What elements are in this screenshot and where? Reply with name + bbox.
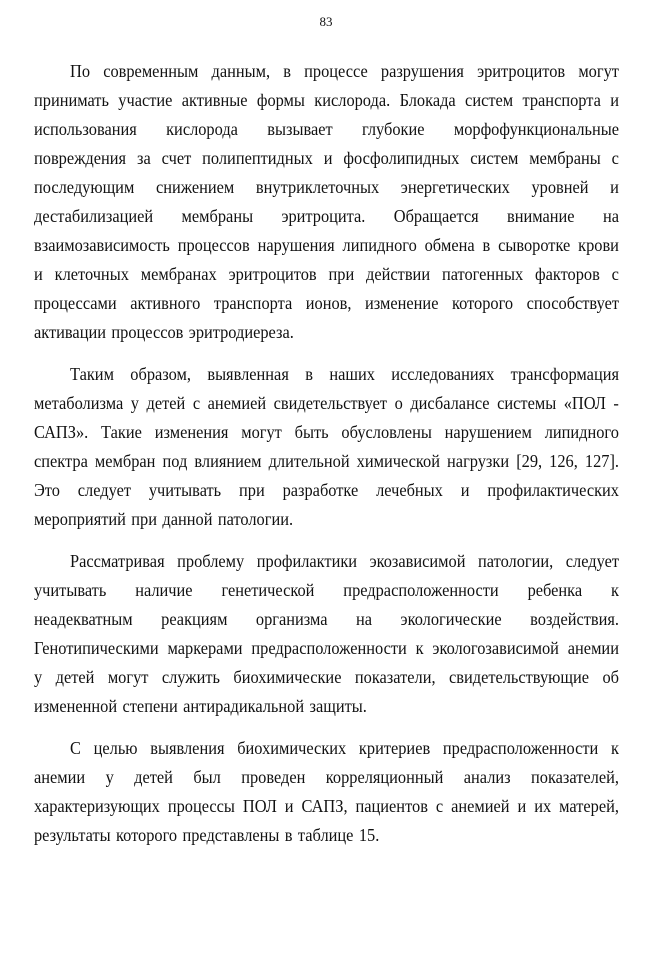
word: липидного: [544, 422, 619, 442]
word: сыворотке: [498, 235, 571, 255]
word: спектра: [34, 451, 88, 471]
paragraph: [34, 734, 619, 850]
word: внимание: [507, 206, 575, 226]
word: к: [611, 580, 619, 600]
word: корреляционный: [325, 767, 444, 787]
word: изменения: [154, 422, 229, 442]
word: выявления: [150, 738, 225, 758]
word: трансформация: [510, 364, 619, 384]
word: кислорода.: [314, 90, 391, 110]
word: ПОЛ: [242, 796, 277, 816]
text-line: [34, 792, 619, 821]
word: таблице: [297, 825, 354, 845]
word: маркерами: [167, 638, 243, 658]
word: генетической: [221, 580, 315, 600]
word: полипептидных: [202, 148, 313, 168]
word: Рассматривая: [70, 551, 165, 571]
word: и: [460, 480, 470, 500]
word: данным,: [211, 61, 271, 81]
word: степени: [122, 696, 178, 716]
word: детей: [146, 393, 186, 413]
word: измененной: [34, 696, 118, 716]
paragraph: [34, 57, 619, 347]
word: фосфолипидных: [343, 148, 460, 168]
paragraph: [34, 360, 619, 534]
word: в: [305, 364, 313, 384]
word: к: [610, 738, 619, 758]
word: наших: [329, 364, 375, 384]
word: эритродиереза.: [188, 322, 294, 342]
text-line: [34, 692, 619, 721]
word: свидетельствующие: [448, 667, 590, 687]
word: и: [610, 90, 619, 110]
word: предрасположенности: [251, 638, 407, 658]
word: Такие: [101, 422, 142, 442]
word: Блокада: [399, 90, 456, 110]
word: САПЗ,: [301, 796, 348, 816]
word: разрушения: [380, 61, 464, 81]
text-line: [34, 202, 619, 231]
word: у: [130, 393, 139, 413]
word: [29,: [516, 451, 543, 471]
text-line: [34, 763, 619, 792]
word: современным: [103, 61, 199, 81]
word: на: [602, 206, 619, 226]
word: систем: [470, 148, 519, 168]
word: учитывать: [34, 580, 107, 600]
word: при: [328, 264, 355, 284]
text-line: [34, 144, 619, 173]
word: дестабилизацией: [34, 206, 154, 226]
word: клеточных: [54, 264, 129, 284]
text-line: [34, 86, 619, 115]
word: исследованиях: [391, 364, 495, 384]
word: представлены: [182, 825, 280, 845]
word: САПЗ».: [34, 422, 89, 442]
word: С: [70, 738, 81, 758]
text-line: [34, 389, 619, 418]
word: целью: [93, 738, 138, 758]
word: эритроцитов: [477, 61, 566, 81]
word: процессе: [304, 61, 368, 81]
word: мембраны: [529, 148, 601, 168]
page-number: 83: [319, 14, 333, 29]
word: экозависимой: [369, 551, 466, 571]
word: могут: [241, 422, 282, 442]
text-line: [34, 115, 619, 144]
word: об: [602, 667, 619, 687]
text-line: [34, 505, 619, 534]
word: и: [517, 796, 527, 816]
word: метаболизма: [34, 393, 124, 413]
word: следует: [565, 551, 619, 571]
text-line: [34, 447, 619, 476]
paragraph: [34, 547, 619, 721]
word: принимать: [34, 90, 109, 110]
body-text: [34, 57, 619, 850]
word: неадекватным: [34, 609, 133, 629]
word: показателей,: [531, 767, 619, 787]
word: могут: [107, 667, 149, 687]
word: обусловлены: [341, 422, 432, 442]
word: данной: [162, 509, 213, 529]
word: за: [136, 148, 151, 168]
word: уровней: [531, 177, 589, 197]
text-line: [34, 231, 619, 260]
word: нарушения: [257, 235, 335, 255]
word: транспорта: [213, 293, 293, 313]
word: антирадикальной: [183, 696, 305, 716]
word: нарушением: [444, 422, 532, 442]
word: быть: [294, 422, 329, 442]
word: морфофункциональные: [453, 119, 619, 139]
word: влиянием: [194, 451, 262, 471]
word: внутриклеточных: [255, 177, 380, 197]
word: способствует: [526, 293, 619, 313]
word: анемией: [207, 393, 267, 413]
word: с: [435, 796, 444, 816]
word: предрасположенности: [343, 580, 499, 600]
word: Обращается: [393, 206, 479, 226]
word: анемии: [34, 767, 86, 787]
word: показатели,: [354, 667, 436, 687]
word: мембраны: [181, 206, 254, 226]
word: 126,: [549, 451, 578, 471]
word: и: [610, 177, 619, 197]
word: выявленная: [207, 364, 289, 384]
text-line: [34, 734, 619, 763]
word: мембранах: [140, 264, 217, 284]
word: счет: [161, 148, 192, 168]
word: профилактики: [256, 551, 358, 571]
word: систем: [465, 90, 514, 110]
text-line: [34, 605, 619, 634]
word: патологии,: [478, 551, 554, 571]
word: матерей,: [559, 796, 619, 816]
word: 15.: [358, 825, 380, 845]
word: ионов,: [305, 293, 352, 313]
word: эритроцитов: [228, 264, 317, 284]
word: участие: [118, 90, 173, 110]
text-line: [34, 821, 619, 850]
word: у: [105, 767, 114, 787]
word: кислорода: [166, 119, 238, 139]
word: патологии.: [217, 509, 294, 529]
word: под: [162, 451, 188, 471]
word: 127].: [584, 451, 619, 471]
word: результаты: [34, 825, 111, 845]
word: последующим: [34, 177, 135, 197]
word: крови: [578, 235, 619, 255]
word: активного: [130, 293, 201, 313]
word: биохимические: [233, 667, 342, 687]
word: пациентов: [355, 796, 428, 816]
word: был: [193, 767, 221, 787]
word: к: [415, 638, 424, 658]
word: формы: [256, 90, 305, 110]
word: нагрузки: [447, 451, 510, 471]
word: с: [611, 264, 619, 284]
word: критериев: [358, 738, 431, 758]
word: воздействия.: [530, 609, 619, 629]
word: мембран: [94, 451, 156, 471]
word: системы: [497, 393, 557, 413]
word: защиты.: [309, 696, 367, 716]
word: характеризующих: [34, 796, 160, 816]
word: взаимозависимость: [34, 235, 170, 255]
text-line: [34, 57, 619, 86]
text-line: [34, 576, 619, 605]
word: вызывает: [267, 119, 333, 139]
word: детей: [55, 667, 95, 687]
word: длительной: [268, 451, 350, 471]
word: которого: [115, 825, 178, 845]
word: на: [356, 609, 373, 629]
word: энергетических: [400, 177, 510, 197]
word: процессы: [167, 796, 235, 816]
word: детей: [134, 767, 173, 787]
word: у: [34, 667, 43, 687]
word: ребенка: [527, 580, 583, 600]
word: следует: [77, 480, 131, 500]
word: дисбалансе: [410, 393, 490, 413]
word: свидетельствует: [273, 393, 388, 413]
word: с: [611, 148, 619, 168]
text-line: [34, 260, 619, 289]
text-line: [34, 318, 619, 347]
word: изменение: [365, 293, 439, 313]
word: активации: [34, 322, 106, 342]
word: профилактических: [487, 480, 619, 500]
word: анемией: [451, 796, 510, 816]
word: «ПОЛ: [563, 393, 606, 413]
word: обмена: [424, 235, 475, 255]
text-line: [34, 663, 619, 692]
word: наличие: [135, 580, 193, 600]
word: о: [394, 393, 403, 413]
word: и: [34, 264, 43, 284]
word: организма: [255, 609, 328, 629]
word: эритроцита.: [281, 206, 366, 226]
word: при: [131, 509, 158, 529]
word: и: [284, 796, 294, 816]
word: процессов: [111, 322, 184, 342]
text-line: [34, 634, 619, 663]
text-line: [34, 476, 619, 505]
word: предрасположенности: [442, 738, 599, 758]
word: проблему: [177, 551, 245, 571]
word: разработке: [282, 480, 359, 500]
word: экологические: [400, 609, 502, 629]
word: образом,: [130, 364, 191, 384]
word: в: [284, 825, 293, 845]
text-line: [34, 547, 619, 576]
word: снижением: [155, 177, 235, 197]
word: процессами: [34, 293, 117, 313]
word: учитывать: [148, 480, 222, 500]
word: экологозависимой: [432, 638, 559, 658]
word: использования: [34, 119, 137, 139]
word: биохимических: [237, 738, 347, 758]
word: анемии: [567, 638, 619, 658]
word: -: [613, 393, 619, 413]
word: в: [482, 235, 491, 255]
word: реакциям: [161, 609, 228, 629]
word: Таким: [70, 364, 114, 384]
text-line: [34, 418, 619, 447]
word: лечебных: [376, 480, 443, 500]
text-line: [34, 289, 619, 318]
word: анализ: [463, 767, 511, 787]
word: проведен: [241, 767, 306, 787]
word: и: [323, 148, 333, 168]
word: при: [239, 480, 265, 500]
word: транспорта: [522, 90, 601, 110]
word: патогенных: [441, 264, 524, 284]
word: с: [192, 393, 201, 413]
word: Это: [34, 480, 60, 500]
word: которого: [452, 293, 514, 313]
word: в: [283, 61, 291, 81]
word: химической: [356, 451, 440, 471]
word: могут: [578, 61, 619, 81]
word: процессов: [177, 235, 250, 255]
word: глубокие: [361, 119, 425, 139]
word: факторов: [534, 264, 600, 284]
word: повреждения: [34, 148, 127, 168]
word: действии: [366, 264, 431, 284]
word: мероприятий: [34, 509, 126, 529]
word: По: [70, 61, 91, 81]
text-line: [34, 173, 619, 202]
word: их: [534, 796, 552, 816]
word: служить: [161, 667, 220, 687]
word: липидного: [342, 235, 417, 255]
word: Генотипическими: [34, 638, 159, 658]
text-line: [34, 360, 619, 389]
word: активные: [181, 90, 248, 110]
